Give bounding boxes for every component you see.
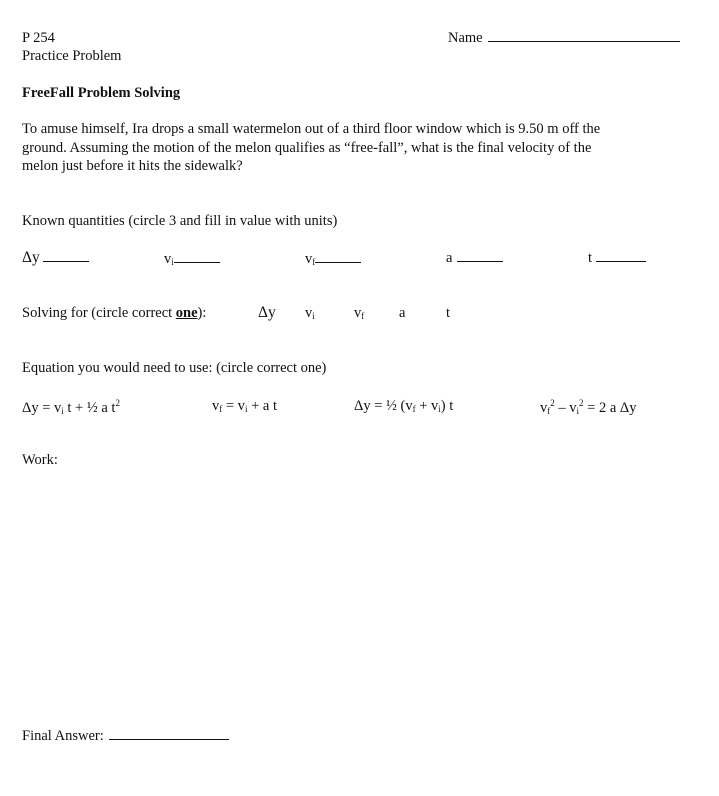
solving-label: Solving for (circle correct one):	[22, 305, 207, 321]
known-vf[interactable]: $v_f$	[305, 251, 361, 268]
known-vi-blank[interactable]	[174, 261, 220, 263]
problem-line-3: melon just before it hits the sidewalk?	[22, 158, 243, 174]
problem-line-2: ground. Assuming the motion of the melon qualifies as “free-fall”, what is the final velocity of the	[22, 140, 592, 156]
known-label: Known quantities (circle 3 and fill in value with units)	[22, 213, 338, 229]
solving-option-vi[interactable]: $v_i$	[305, 305, 315, 321]
final-answer-field[interactable]	[22, 728, 229, 745]
equation-option-2[interactable]: $v_f = v_i + a$ t	[212, 398, 277, 414]
page-subtitle: Practice Problem	[22, 48, 122, 64]
name-blank[interactable]	[488, 40, 680, 42]
name-label: Name	[448, 30, 483, 46]
problem-line-1: To amuse himself, Ira drops a small watermelon out of a third floor window which is 9.50 m off the	[22, 121, 601, 137]
page-title: FreeFall Problem Solving	[22, 85, 181, 101]
final-answer-label: Final Answer:	[22, 728, 104, 744]
known-a-blank[interactable]	[457, 260, 503, 262]
page-number: P 254	[22, 30, 55, 46]
equations-label: Equation you would need to use: (circle correct one)	[22, 360, 327, 376]
equation-option-1[interactable]: $\Delta y = v_i$ t + ½ a $t^2$	[22, 398, 120, 416]
solving-option-t[interactable]: t	[446, 305, 451, 321]
final-answer-blank[interactable]	[109, 738, 229, 740]
known-t-blank[interactable]	[596, 260, 646, 262]
work-label: Work:	[22, 452, 58, 468]
known-t[interactable]: t	[588, 250, 646, 267]
known-a[interactable]: a	[446, 250, 503, 267]
equation-option-4[interactable]: $v_f^2 - v_i^2 = 2$ a Δy	[540, 398, 637, 416]
known-vi[interactable]: $v_i$	[164, 251, 220, 268]
known-dy-blank[interactable]	[43, 260, 89, 262]
name-field[interactable]	[448, 30, 680, 47]
solving-option-vf[interactable]: $v_f$	[354, 305, 365, 321]
known-vf-blank[interactable]	[315, 261, 361, 263]
work-area[interactable]	[22, 475, 682, 715]
equation-option-3[interactable]: Δy = ½ $(v_f + v_i)$ t	[354, 398, 454, 414]
solving-option-dy[interactable]: Δy	[258, 304, 276, 321]
known-dy[interactable]: Δy	[22, 249, 89, 267]
solving-option-a[interactable]: a	[399, 305, 406, 321]
